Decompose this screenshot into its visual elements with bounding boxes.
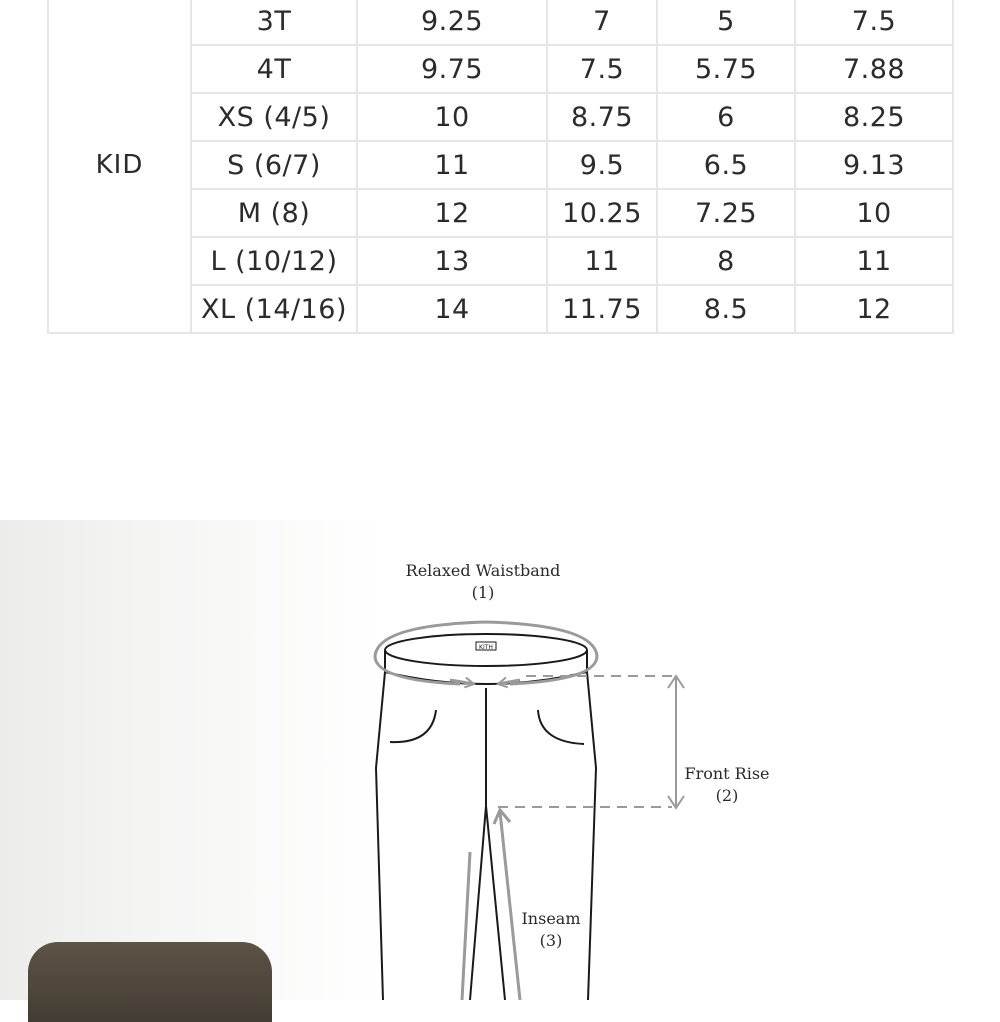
kith-logo-text: KITH	[479, 644, 493, 651]
group-label-cell: KID	[48, 0, 191, 333]
table-row	[48, 0, 953, 45]
measurement-cell: 9.13	[795, 141, 953, 189]
measurement-cell: 7.5	[547, 45, 657, 93]
inseam-measure	[462, 810, 520, 1000]
size-cell: M (8)	[191, 189, 357, 237]
measurement-cell: 7.25	[657, 189, 795, 237]
measurement-cell: 7.88	[795, 45, 953, 93]
measurement-cell: 9.5	[547, 141, 657, 189]
measurement-cell: 14	[357, 285, 547, 333]
measurement-cell: 8	[657, 237, 795, 285]
pants-measurement-illustration	[0, 520, 1000, 1000]
measurement-cell: 12	[795, 285, 953, 333]
measurement-cell: 11	[547, 237, 657, 285]
front-rise-measure	[498, 676, 684, 808]
measurement-cell: 8.5	[657, 285, 795, 333]
measurement-cell: 9.25	[357, 0, 547, 45]
size-cell: S (6/7)	[191, 141, 357, 189]
inseam-label: Inseam (3)	[521, 909, 581, 950]
size-chart-table	[47, 0, 954, 334]
measurement-cell: 5	[657, 0, 795, 45]
size-cell: XS (4/5)	[191, 93, 357, 141]
measurement-cell: 10	[795, 189, 953, 237]
front-rise-label: Front Rise (2)	[684, 764, 770, 805]
measurement-cell: 8.75	[547, 93, 657, 141]
measurement-cell: 6	[657, 93, 795, 141]
measurement-cell: 11.75	[547, 285, 657, 333]
measurement-cell: 7.5	[795, 0, 953, 45]
measurement-cell: 9.75	[357, 45, 547, 93]
measurement-cell: 5.75	[657, 45, 795, 93]
waistband-label: Relaxed Waistband (1)	[405, 561, 561, 602]
measurement-cell: 10.25	[547, 189, 657, 237]
measurement-cell: 11	[795, 237, 953, 285]
measurement-cell: 11	[357, 141, 547, 189]
chair-back	[28, 942, 272, 1022]
size-cell: 3T	[191, 0, 357, 45]
size-cell: 4T	[191, 45, 357, 93]
size-cell: L (10/12)	[191, 237, 357, 285]
measurement-cell: 6.5	[657, 141, 795, 189]
measurement-cell: 7	[547, 0, 657, 45]
measurement-cell: 13	[357, 237, 547, 285]
measurement-cell: 8.25	[795, 93, 953, 141]
size-cell: XL (14/16)	[191, 285, 357, 333]
measurement-cell: 12	[357, 189, 547, 237]
measurement-cell: 10	[357, 93, 547, 141]
